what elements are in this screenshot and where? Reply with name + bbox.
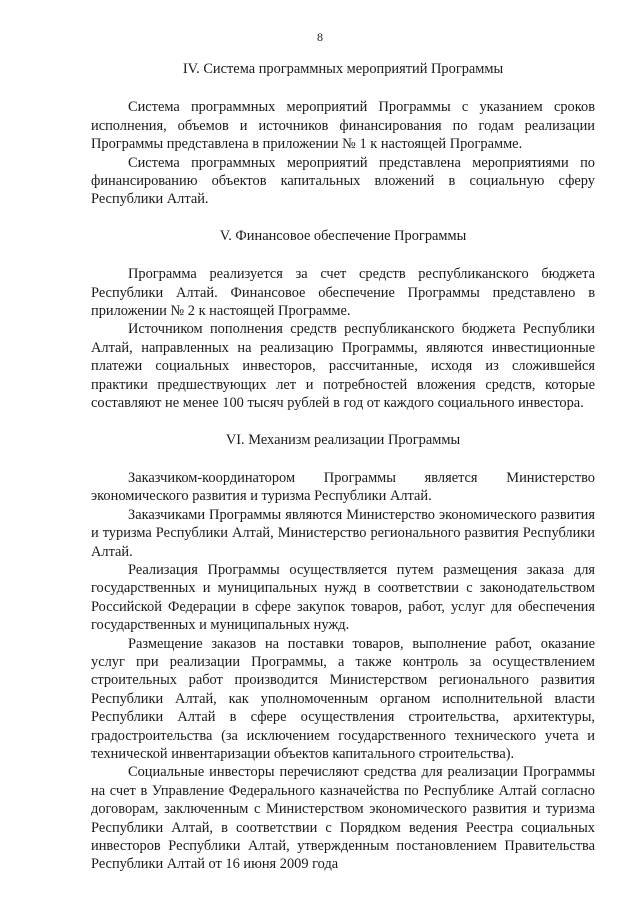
paragraph: Система программных мероприятий представлена мероприятиями по финансированию объектов капитальных вложений в социальную сферу Республики Алтай. bbox=[91, 154, 595, 208]
section-title-v: V. Финансовое обеспечение Программы bbox=[219, 227, 467, 244]
paragraph: Заказчиками Программы являются Министерство экономического развития и туризма Республики Алтай, Министерство регионального развития Республики Алтай. bbox=[91, 506, 595, 560]
page-number: 8 bbox=[317, 30, 323, 44]
section-title-vi: VI. Механизм реализации Программы bbox=[225, 431, 461, 448]
paragraph: Размещение заказов на поставки товаров, выполнение работ, оказание услуг при реализации Программы, а также контроль за осуществлением строительных работ производится Министерством регионального развития Республики Алтай, как уполномоченным органом исполнительной власти Республики Алтай в сфере осуществления строительства, архитектуры, градостроительства (за исключением государственного технического учета и технической инвентаризации объектов капитального строительства). bbox=[91, 635, 595, 762]
paragraph: Источником пополнения средств республиканского бюджета Республики Алтай, направленных на реализацию Программы, являются инвестиционные платежи социальных инвесторов, рассчитанные, исходя из сложившейся практики предшествующих лет и потребностей вложения средств, которые составляют не менее 100 тысяч рублей в год от каждого социального инвестора. bbox=[91, 321, 595, 412]
paragraph: Реализация Программы осуществляется путем размещения заказа для государственных и муниципальных нужд в соответствии с законодательством Российской Федерации в сфере закупок товаров, работ, услуг для обеспечения государственных и муниципальных нужд. bbox=[91, 561, 595, 634]
paragraph: Система программных мероприятий Программы с указанием сроков исполнения, объемов и источников финансирования по годам реализации Программы представлена в приложении № 1 к настоящей Программе. bbox=[91, 99, 595, 153]
paragraph: Программа реализуется за счет средств республиканского бюджета Республики Алтай. Финансовое обеспечение Программы представлено в приложении № 2 к настоящей Программе. bbox=[91, 266, 595, 320]
paragraph: Заказчиком-координатором Программы является Министерство экономического развития и туризма Республики Алтай. bbox=[91, 469, 595, 505]
section-title-iv: IV. Система программных мероприятий Программы bbox=[182, 61, 504, 77]
page-content bbox=[91, 60, 595, 874]
paragraph: Социальные инвесторы перечисляют средства для реализации Программы на счет в Управление Федерального казначейства по Республике Алтай согласно договорам, заключенным с Министерством экономического развития и туризма Республики Алтай, в соответствии с Порядком ведения Реестра социальных инвесторов Республики Алтай, утвержденным постановлением Правительства Республики Алтай от 16 июня 2009 года bbox=[91, 764, 595, 873]
